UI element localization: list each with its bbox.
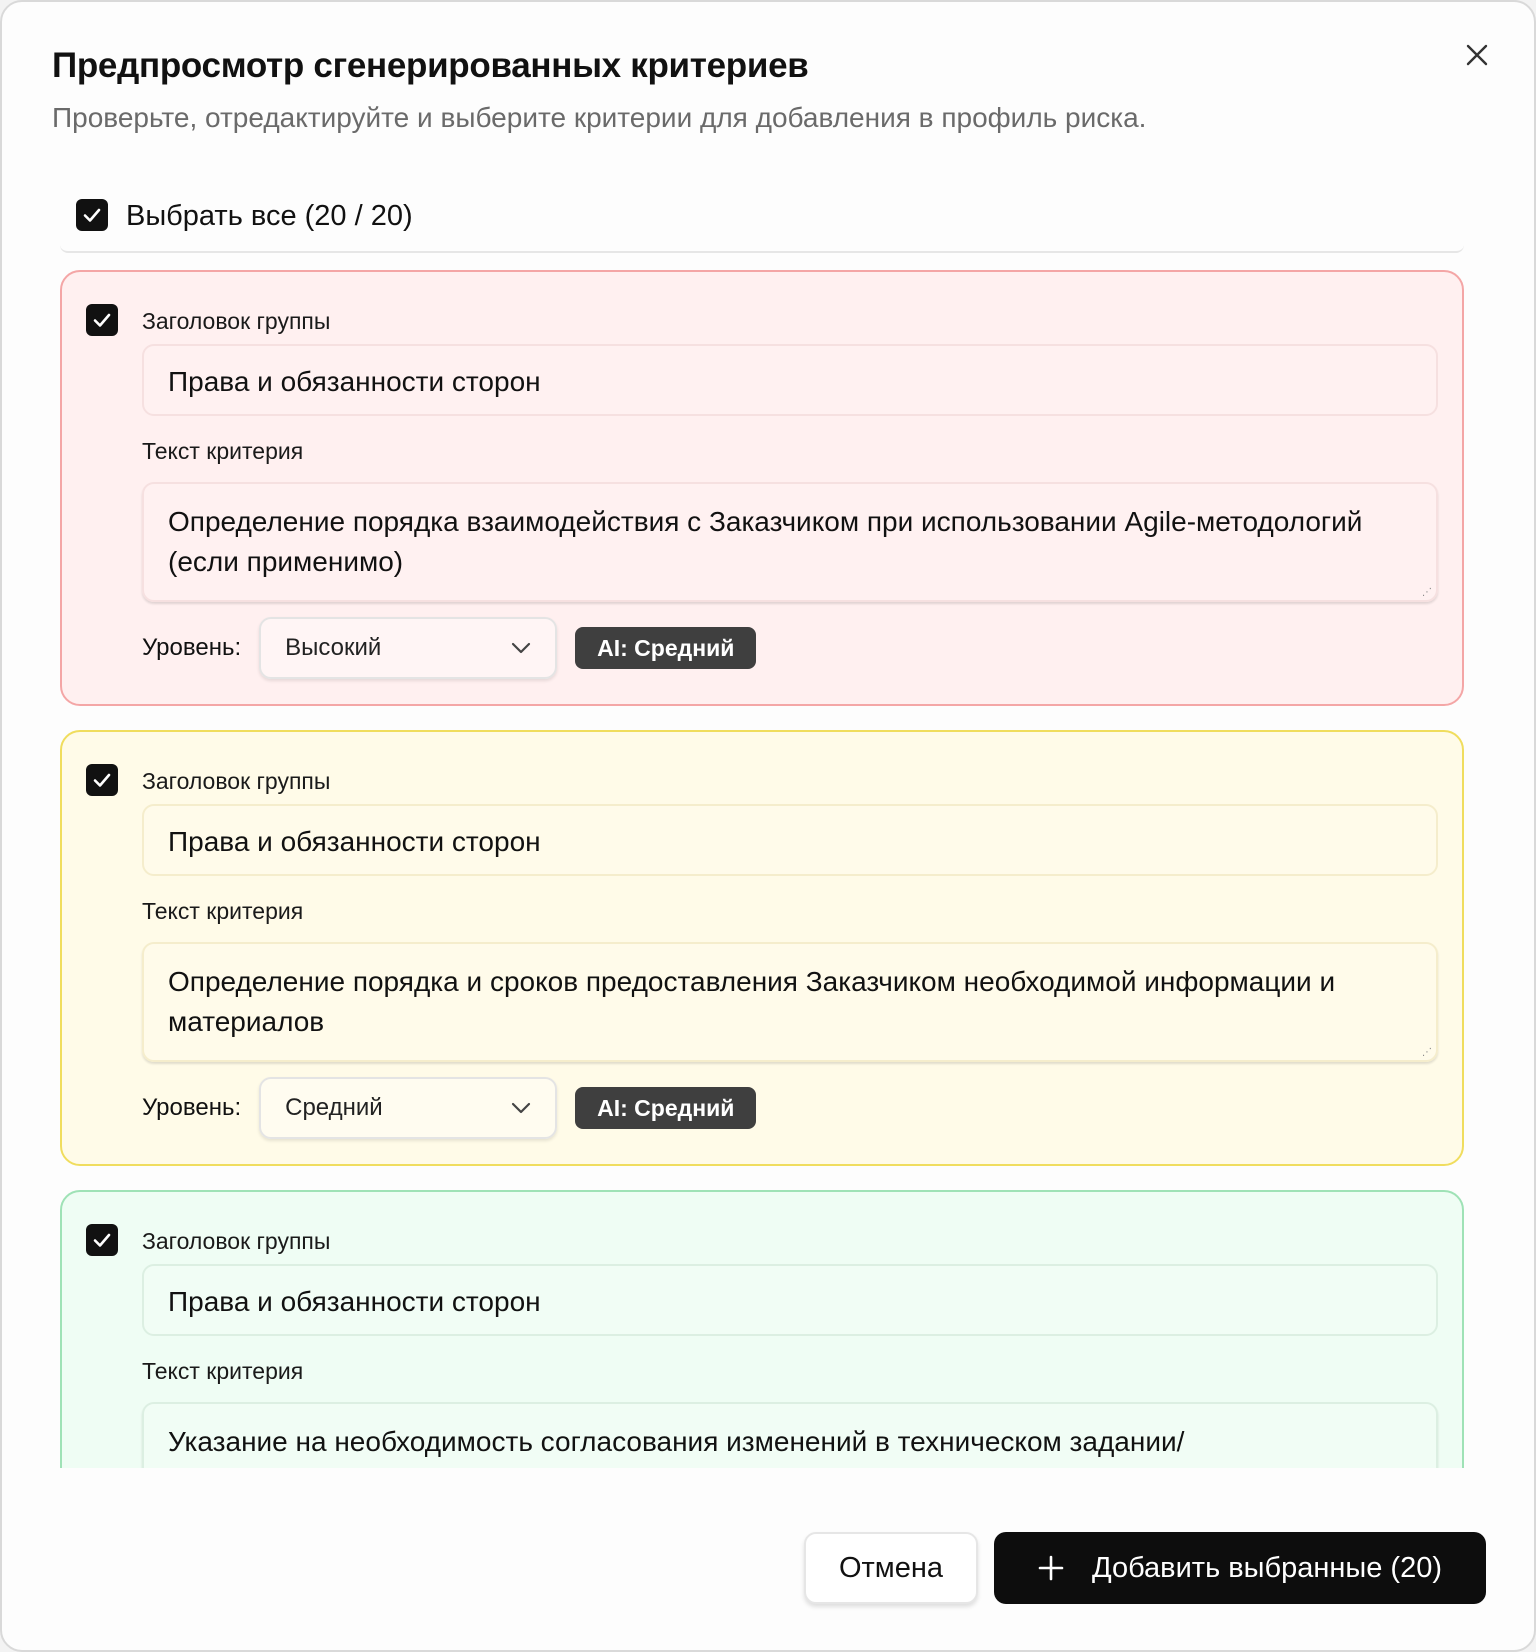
criterion-text-area[interactable] bbox=[142, 482, 1438, 602]
criterion-text-value: Определение порядка взаимодействия с Заказчиком при использовании Agile-методологий (если применимо) bbox=[168, 506, 1363, 577]
check-icon bbox=[91, 1229, 113, 1251]
dialog-subtitle: Проверьте, отредактируйте и выберите критерии для добавления в профиль риска. bbox=[52, 102, 1147, 133]
add-selected-button[interactable] bbox=[994, 1532, 1486, 1604]
ai-level-badge: AI: Средний bbox=[575, 1087, 756, 1129]
chevron-down-icon bbox=[511, 1102, 531, 1114]
criterion-text-label: Текст критерия bbox=[142, 1358, 304, 1384]
level-row bbox=[142, 1076, 756, 1140]
select-all-checkbox[interactable] bbox=[76, 199, 108, 231]
resize-grip-icon[interactable]: ⋰ bbox=[1422, 1047, 1432, 1058]
level-select[interactable] bbox=[259, 1077, 557, 1139]
group-title-label: Заголовок группы bbox=[142, 768, 331, 794]
criterion-checkbox[interactable] bbox=[86, 1224, 118, 1256]
criterion-card bbox=[60, 730, 1464, 1166]
level-select-value: Высокий bbox=[285, 634, 382, 661]
add-selected-label: Добавить выбранные (20) bbox=[1092, 1551, 1442, 1584]
level-label: Уровень: bbox=[142, 1094, 242, 1121]
criterion-text-label: Текст критерия bbox=[142, 898, 304, 924]
criterion-text-label: Текст критерия bbox=[142, 438, 304, 464]
criteria-list[interactable] bbox=[60, 270, 1464, 1468]
close-button[interactable] bbox=[1460, 38, 1494, 72]
group-title-input[interactable]: Права и обязанности сторон bbox=[142, 804, 1438, 876]
group-title-input[interactable]: Права и обязанности сторон bbox=[142, 1264, 1438, 1336]
criterion-checkbox[interactable] bbox=[86, 764, 118, 796]
criterion-card bbox=[60, 270, 1464, 706]
select-all-label: Выбрать все (20 / 20) bbox=[126, 200, 413, 232]
criterion-text-area[interactable] bbox=[142, 942, 1438, 1062]
criterion-text-value: Указание на необходимость согласования изменений в техническом задании/ bbox=[168, 1426, 1185, 1457]
criterion-text-area[interactable] bbox=[142, 1402, 1438, 1468]
criterion-text-value: Определение порядка и сроков предоставления Заказчиком необходимой информации и материалов bbox=[168, 966, 1336, 1037]
level-select[interactable] bbox=[259, 617, 557, 679]
group-title-label: Заголовок группы bbox=[142, 308, 331, 334]
check-icon bbox=[91, 309, 113, 331]
ai-level-badge: AI: Средний bbox=[575, 627, 756, 669]
plus-icon bbox=[1038, 1555, 1064, 1581]
check-icon bbox=[81, 204, 103, 226]
chevron-down-icon bbox=[511, 642, 531, 654]
level-row bbox=[142, 616, 756, 680]
dialog-footer bbox=[804, 1532, 1486, 1604]
dialog-title: Предпросмотр сгенерированных критериев bbox=[52, 46, 809, 85]
level-select-value: Средний bbox=[285, 1094, 383, 1121]
criterion-card bbox=[60, 1190, 1464, 1468]
close-icon bbox=[1466, 44, 1488, 66]
group-title-label: Заголовок группы bbox=[142, 1228, 331, 1254]
resize-grip-icon[interactable]: ⋰ bbox=[1422, 587, 1432, 598]
level-label: Уровень: bbox=[142, 634, 242, 661]
cancel-button[interactable]: Отмена bbox=[804, 1532, 978, 1604]
group-title-input[interactable]: Права и обязанности сторон bbox=[142, 344, 1438, 416]
criterion-checkbox[interactable] bbox=[86, 304, 118, 336]
check-icon bbox=[91, 769, 113, 791]
select-all-row[interactable] bbox=[60, 177, 1464, 253]
